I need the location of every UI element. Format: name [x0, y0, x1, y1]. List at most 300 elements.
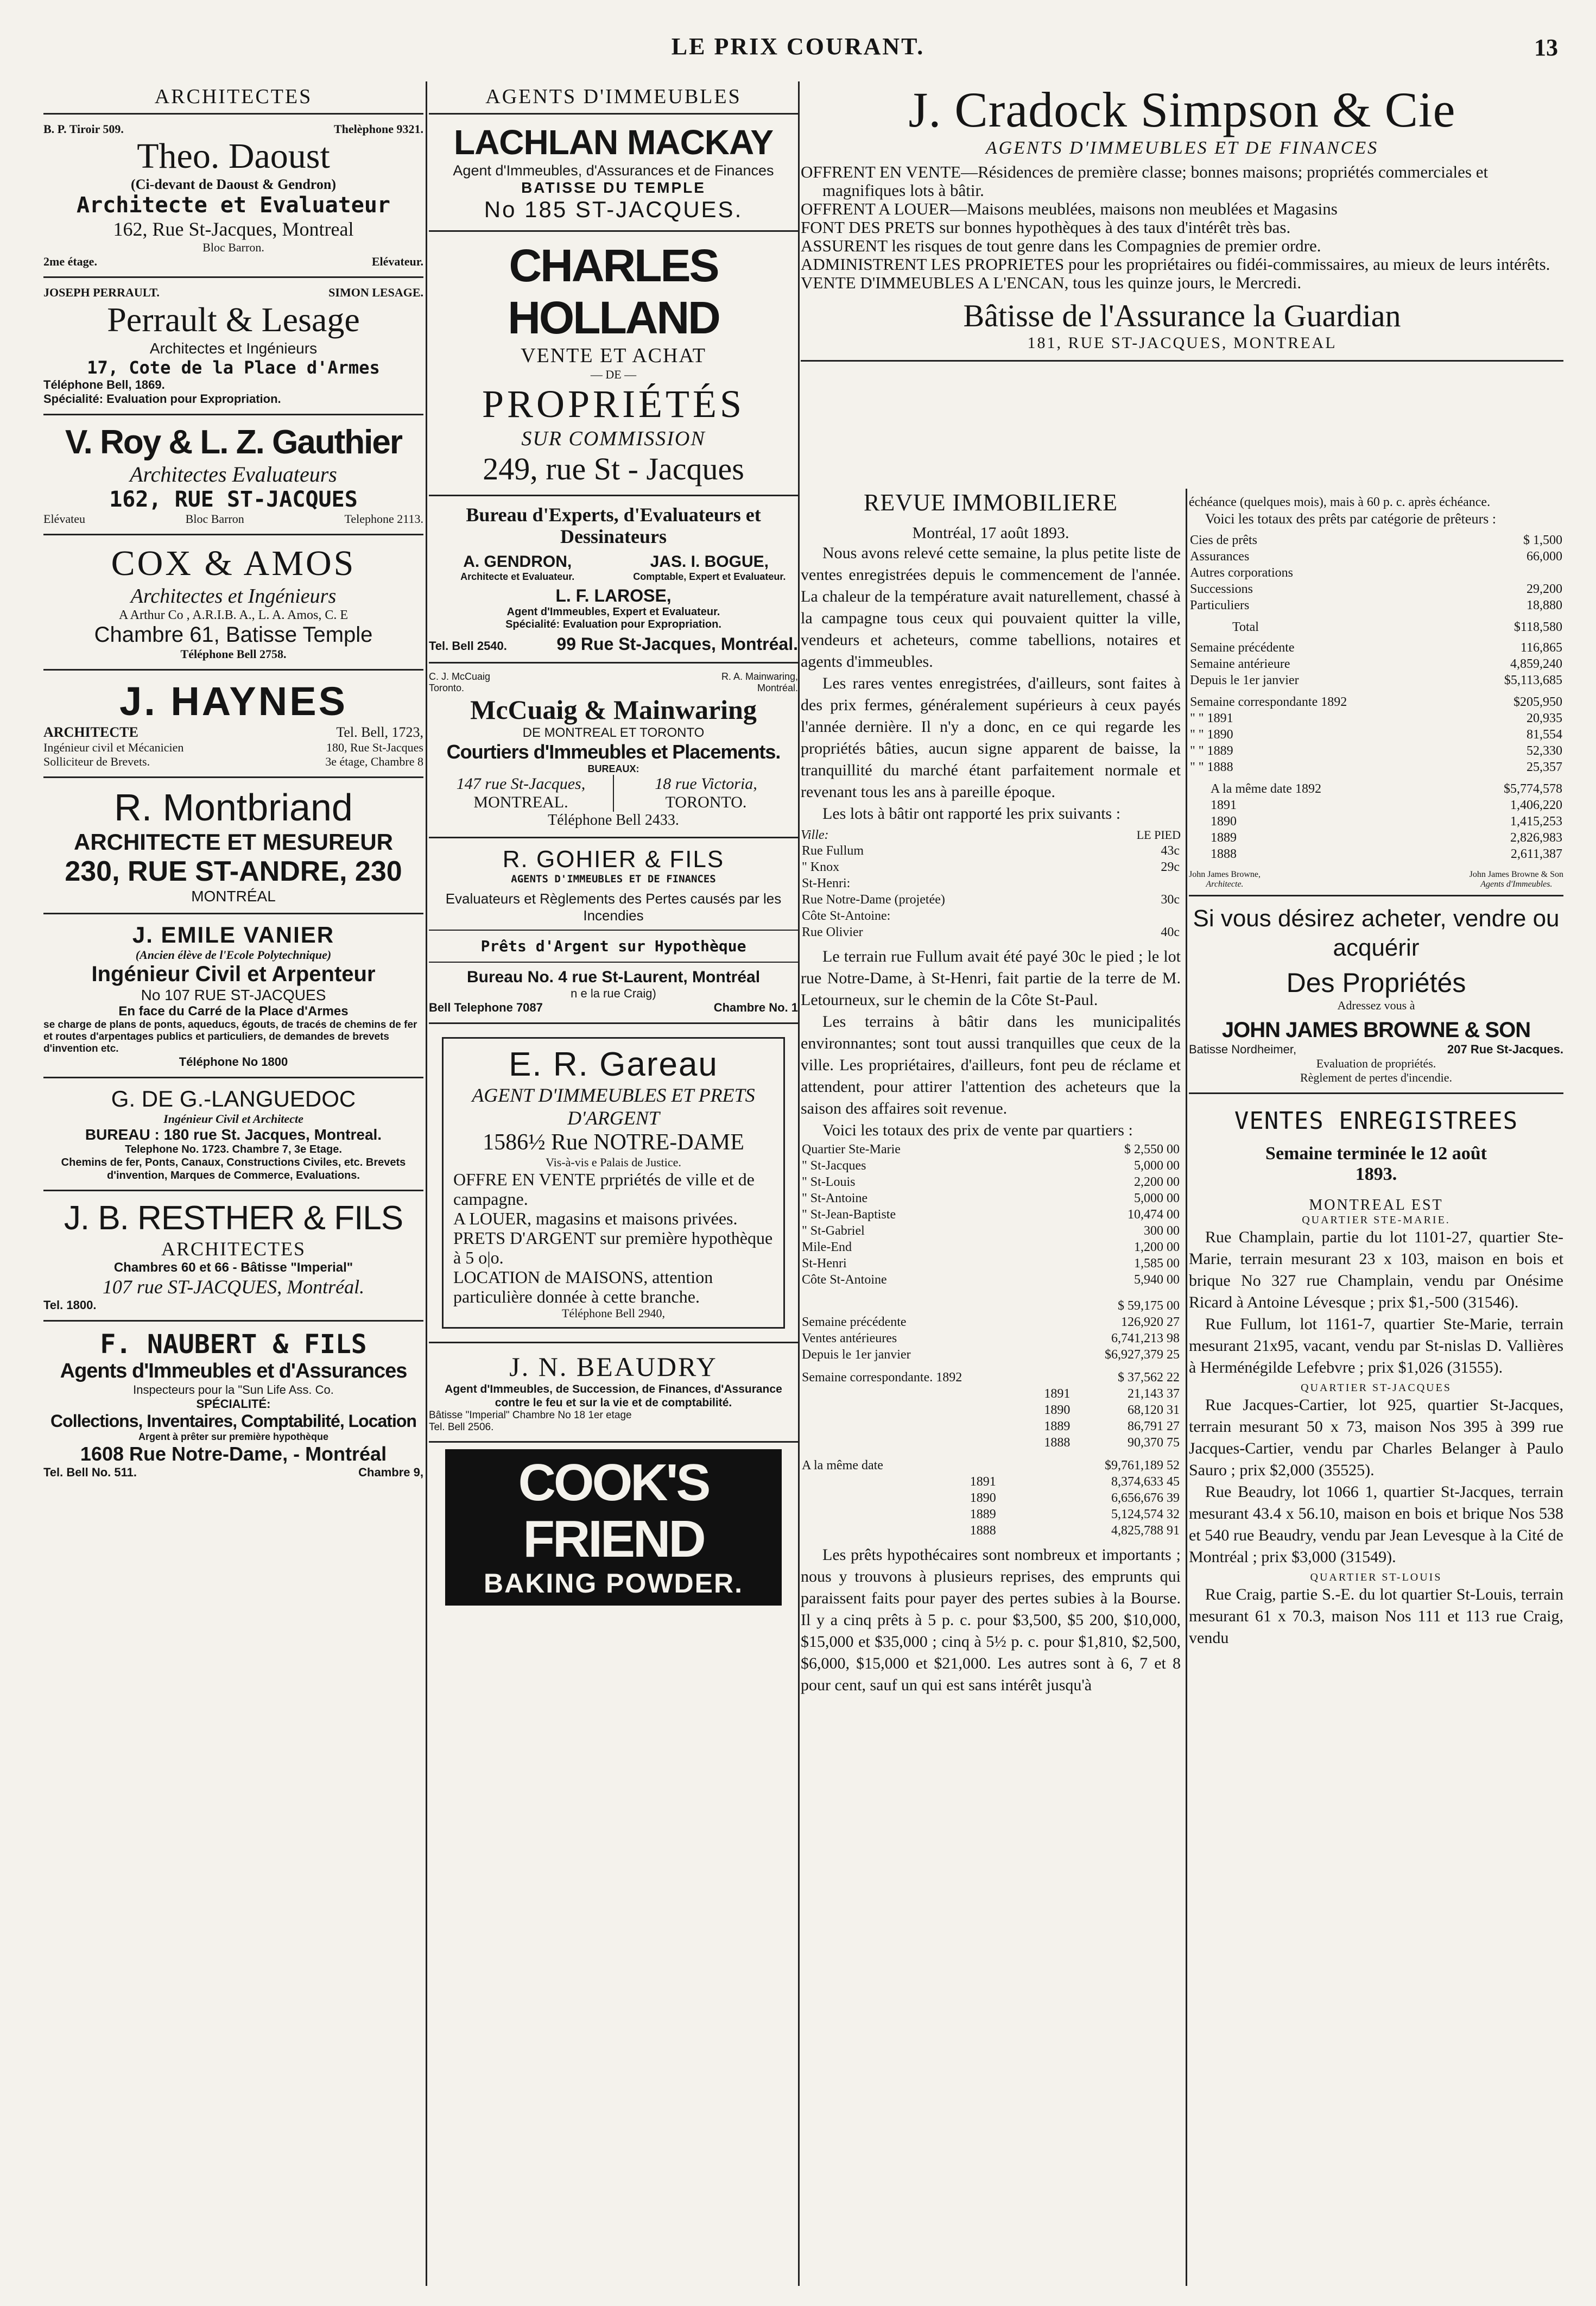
page-header: [0, 33, 1596, 71]
row-value: 90,370 75: [1128, 1436, 1180, 1450]
building: Bloc Barron: [185, 512, 244, 526]
signature-name: John James Browne,: [1189, 870, 1261, 879]
product-name: BAKING POWDER.: [484, 1568, 743, 1599]
row-value: 18,880: [1527, 598, 1562, 612]
row-label: A la même date: [802, 1458, 883, 1473]
row-label: Mile-End: [802, 1240, 852, 1254]
row-label: Côte St-Antoine:: [802, 909, 891, 923]
weeks-table: [801, 1298, 1181, 1363]
lenders-table: [1189, 532, 1563, 614]
row-value: 4,859,240: [1510, 657, 1562, 671]
telephone: Tel. Bell 2540.: [429, 639, 507, 653]
table-row: [1189, 846, 1563, 862]
address: 1608 Rue Notre-Dame, - Montréal: [80, 1443, 387, 1465]
row-label: 1889: [1211, 831, 1237, 845]
article-date: Montréal, 17 août 1893.: [912, 524, 1069, 542]
table-row: [801, 1490, 1181, 1506]
address: 17, Cote de la Place d'Armes: [87, 357, 380, 378]
row-value: $ 59,175 00: [1118, 1299, 1180, 1313]
row-label: Depuis le 1er janvier: [802, 1348, 911, 1362]
ad-montbriand: [43, 778, 423, 914]
table-row: [1189, 710, 1563, 726]
row-year: [1043, 1369, 1085, 1386]
address: 230, RUE ST-ANDRE, 230: [65, 856, 402, 887]
ad-perrault-lesage: [43, 278, 423, 415]
sale-entry: Rue Craig, partie S.-E. du lot quartier St-Louis, terrain mesurant 61 x 70.3, maison Nos 111 et 113 rue Craig, vendu: [1189, 1585, 1563, 1647]
line-proprietes: PROPRIÉTÉS: [482, 382, 745, 426]
table-row: [1189, 656, 1563, 672]
table-row: [801, 1402, 1181, 1418]
row-value: 86,791 27: [1128, 1419, 1180, 1433]
address: 162, Rue St-Jacques, Montreal: [113, 218, 354, 240]
total-table: [1189, 619, 1563, 635]
table-heading: LE PIED: [1136, 828, 1181, 842]
row-value: 126,920 27: [1121, 1315, 1180, 1329]
row-value: 300 00: [1144, 1224, 1180, 1238]
inspectors: Inspecteurs pour la "Sun Life Ass. Co.: [133, 1383, 334, 1397]
firm-role: Agent d'Immeubles, d'Assurances et de Finances: [453, 162, 774, 179]
table-row: [1189, 565, 1563, 581]
telephone: Téléphone Bell 2758.: [180, 647, 287, 661]
city: MONTRÉAL: [191, 888, 276, 905]
telephone: Tel. Bell No. 511.: [43, 1465, 137, 1479]
row-label: Semaine antérieure: [1190, 657, 1290, 671]
row-value: $ 1,500: [1523, 533, 1562, 547]
line-commission: SUR COMMISSION: [521, 427, 706, 450]
service-line: ADMINISTRENT LES PROPRIETES pour les propriétaires ou fidéi-commissaires, au mieux de leurs intérêts.: [801, 255, 1550, 274]
city-heading: MONTREAL EST: [1309, 1197, 1443, 1214]
ad-experts: [429, 496, 798, 664]
table-row: [801, 1369, 1181, 1386]
row-label: Semaine correspondante 1892: [1190, 695, 1347, 709]
cities: DE MONTREAL ET TORONTO: [522, 725, 705, 740]
paragraph: Nous avons relevé cette semaine, la plus petite liste de ventes enregistrées depuis le commencement de l'année. La chaleur de la température avait naturellement, chassé à la campagne tous ceux qui pouvaient quitter la ville, vendeurs et acheteurs, comme tabellions, notaires et agents d'immeubles.: [801, 544, 1181, 671]
table-row: [1189, 694, 1563, 710]
row-value: $ 37,562 22: [1118, 1370, 1180, 1385]
row-value: 21,143 37: [1128, 1387, 1180, 1401]
firm-name: J. Cradock Simpson & Cie: [908, 82, 1456, 137]
section-title: AGENTS D'IMMEUBLES: [429, 81, 798, 115]
weeks-table: [1189, 640, 1563, 688]
address: 107 rue ST-JACQUES, Montréal.: [102, 1276, 365, 1298]
row-label: [801, 1386, 1043, 1402]
building: Batisse Nordheimer,: [1189, 1043, 1297, 1056]
firm-name: G. DE G.-LANGUEDOC: [111, 1086, 356, 1111]
row-label: " " 1890: [1190, 728, 1233, 742]
room: Chambre 61, Batisse Temple: [94, 623, 373, 647]
ad-gohier: [429, 838, 798, 1024]
line-vente: VENTE ET ACHAT: [521, 344, 706, 367]
row-label: " St-Jacques: [802, 1159, 866, 1173]
table-row: [801, 1418, 1181, 1435]
address: 207 Rue St-Jacques.: [1447, 1043, 1563, 1056]
row-value: 2,611,387: [1510, 847, 1562, 861]
firm-role: Architectes Evaluateurs: [130, 462, 337, 487]
table-row: [1189, 797, 1563, 813]
total-label: Total: [1232, 620, 1259, 634]
table-row: [1189, 597, 1563, 614]
row-year: 1889: [1044, 1419, 1071, 1433]
address: No 185 ST-JACQUES.: [484, 197, 743, 222]
sale-entry: Rue Beaudry, lot 1066 1, quartier St-Jacques, terrain mesurant 43.4 x 56.10, maison en bois et brique Nos 538 et 540 rue Beaudry, vendu par Jean Levesque à la Cité de Montréal ; prix $3,000 (31549).: [1189, 1483, 1563, 1566]
row-year: 1888: [970, 1524, 996, 1538]
table-row: [801, 1347, 1181, 1363]
address: 249, rue St - Jacques: [483, 451, 744, 487]
signature-name: John James Browne & Son: [1469, 870, 1563, 879]
firm-name: V. Roy & L. Z. Gauthier: [65, 424, 402, 461]
row-label: " " 1891: [1190, 711, 1233, 725]
row-label: [801, 1435, 1043, 1451]
loans: Prêts d'Argent sur Hypothèque: [429, 931, 798, 963]
row-year: 1891: [970, 1475, 996, 1489]
location: En face du Carré de la Place d'Armes: [118, 1004, 349, 1019]
quarter-heading: QUARTIER ST-LOUIS: [1310, 1571, 1442, 1583]
row-label: Ventes antérieures: [802, 1331, 897, 1345]
paragraph: Les prêts hypothécaires sont nombreux et importants ; nous y trouvons à plusieurs reprises, des emprunts qui paraissent faits pour payer des pertes subies à la Bourse. Il y a cinq prêts à 5 p. c. pour $3,500, $5 200, $10,000, $15,000 et $35,000 ; cinq à 5½ p. c. pour $1,810, $2,500, $6,000, $15,000 et $21,000. Les autres sont à 6, 7 et 8 pour cent, sauf un qui est sans intérêt jusqu'à: [801, 1546, 1181, 1694]
partner-name: C. J. McCuaig: [429, 671, 491, 682]
row-label: 1890: [1211, 814, 1237, 829]
column-agents: [429, 81, 798, 1606]
table-row: [1189, 759, 1563, 775]
firm-role: AGENT D'IMMEUBLES ET PRETS D'ARGENT: [472, 1084, 755, 1129]
firm-name: LACHLAN MACKAY: [453, 123, 774, 162]
row-year: 1889: [970, 1507, 996, 1521]
row-label: [801, 1490, 969, 1506]
sale-entry: Rue Champlain, partie du lot 1101-27, quartier Ste-Marie, terrain mesurant 23 x 103, maison en bois et brique No 327 rue Champlain, vendu par Onésime Ricard à Antoine Lévesque ; prix $1,-500 (31546).: [1189, 1228, 1563, 1311]
ad-mackay: [429, 115, 798, 232]
table-row: [801, 908, 1181, 924]
table-row: [801, 1190, 1181, 1206]
address-toronto: 18 rue Victoria,: [655, 775, 757, 793]
row-value: [1133, 908, 1181, 924]
page-number: 13: [1534, 34, 1558, 61]
partner-name: L. F. LAROSE,: [555, 586, 672, 605]
specialty: Collections, Inventaires, Comptabilité, Location: [50, 1411, 416, 1431]
services-list: [801, 163, 1563, 292]
firm-name: COX & AMOS: [111, 544, 356, 583]
firm-name: McCuaig & Mainwaring: [470, 694, 757, 725]
row-label: " St-Louis: [802, 1175, 856, 1189]
building: Bâtisse de l'Assurance la Guardian: [963, 298, 1401, 333]
row-value: [1133, 875, 1181, 892]
signature-role: Agents d'Immeubles.: [1480, 880, 1553, 889]
column-rule: [426, 81, 427, 2286]
row-year: 1891: [1044, 1387, 1071, 1401]
floor: 3e étage, Chambre 8: [325, 755, 423, 768]
firm-role: Architectes et Ingénieurs: [149, 340, 318, 357]
address: No 107 RUE ST-JACQUES: [141, 987, 326, 1003]
firm-role: ARCHITECTE: [43, 724, 138, 740]
firm-role: ARCHITECTE ET MESUREUR: [73, 829, 394, 855]
specialty: Spécialité: Evaluation pour Expropriation.: [43, 392, 281, 406]
table-row: [801, 1141, 1181, 1158]
firm-role: Agents d'Immeubles et d'Assurances: [60, 1360, 407, 1382]
lots-table: [801, 843, 1181, 940]
partner-role: Architecte et Evaluateur.: [460, 571, 575, 582]
firm-name: F. NAUBERT & FILS: [100, 1329, 367, 1360]
row-label: " Knox: [802, 860, 840, 874]
ad-mccuaig: [429, 664, 798, 838]
row-label: Rue Fullum: [802, 844, 864, 858]
row-label: [801, 1418, 1043, 1435]
paragraph: Le terrain rue Fullum avait été payé 30c le pied ; le lot rue Notre-Dame, à St-Henri, fait partie de la terre de M. Letourneux, sur le chemin de la Côte St-Paul.: [801, 947, 1181, 1009]
signature-role: Architecte.: [1206, 880, 1244, 889]
partner-name: A. GENDRON,: [463, 553, 572, 571]
po-box: B. P. Tiroir 509.: [43, 122, 124, 136]
row-value: 1,200 00: [1134, 1240, 1180, 1254]
partner-name: JAS. I. BOGUE,: [650, 553, 769, 571]
ad-cox-amos: [43, 535, 423, 671]
row-label: " " 1889: [1190, 744, 1233, 758]
firm-role: ARCHITECTES: [161, 1238, 306, 1260]
row-value: 29,200: [1527, 582, 1562, 596]
paragraph: Les terrains à bâtir dans les municipalités environnantes; sont tout aussi tranquilles que ceux de la ville. Les propriétaires, d'ailleurs, font peu de réclame et attendent, pour attirer l'attention des acheteurs que la saison des affaires soit revenue.: [801, 1013, 1181, 1117]
city: TORONTO.: [665, 793, 747, 811]
table-row: [801, 1298, 1181, 1314]
line-de: — DE —: [590, 368, 637, 381]
brand-name: COOK'S FRIEND: [518, 1454, 709, 1568]
table-row: [801, 1474, 1181, 1490]
corresponding-table: [801, 1369, 1181, 1451]
building: BATISSE DU TEMPLE: [521, 179, 706, 196]
telephone: Téléphone Bell 2433.: [548, 812, 679, 829]
firm-name: R. GOHIER & FILS: [502, 846, 725, 873]
elevator: Elévateur.: [371, 255, 423, 268]
table-row: [801, 1522, 1181, 1539]
row-label: Successions: [1190, 582, 1253, 596]
address: 99 Rue St-Jacques, Montréal.: [556, 634, 798, 654]
offer-location: LOCATION de MAISONS, attention particulière donnée à cette branche.: [453, 1267, 713, 1306]
firm-role: Ingénieur Civil et Arpenteur: [91, 962, 376, 986]
service: Règlement de pertes d'incendie.: [1300, 1071, 1453, 1084]
ad-cooks-friend: [445, 1449, 782, 1606]
row-label: Rue Olivier: [802, 925, 863, 939]
floor: 2me étage.: [43, 255, 97, 268]
firm-role: Ingénieur Civil et Architecte: [163, 1112, 303, 1126]
ad-title: Des Propriétés: [1286, 968, 1466, 998]
row-label: St-Henri: [802, 1256, 847, 1271]
table-row: [801, 892, 1181, 908]
partner-city: Montréal.: [757, 683, 798, 693]
row-value: 5,940 00: [1134, 1273, 1180, 1287]
row-label: St-Henri:: [802, 876, 851, 890]
firm-name: Perrault & Lesage: [107, 300, 360, 339]
paragraph: Les rares ventes enregistrées, d'ailleurs, sont faites à des prix fermes, généralement supérieurs à ceux payés l'année dernière. Il n'y a donc, en ce qui regarde les propriétés bâties, aucun signe apparent de baisse, la tranquillité du marché étant parfaitement normale et revenant tous les ans à pareille époque.: [801, 674, 1181, 801]
row-value: 2,200 00: [1134, 1175, 1180, 1189]
address: Bureau No. 4 rue St-Laurent, Montréal: [466, 968, 761, 986]
address: 1586½ Rue NOTRE-DAME: [483, 1130, 744, 1155]
row-value: 1,406,220: [1510, 798, 1562, 812]
row-label: " St-Jean-Baptiste: [802, 1208, 896, 1222]
services: Evaluateurs et Règlements des Pertes causés par les Incendies: [429, 890, 798, 931]
row-value: $205,950: [1513, 695, 1562, 709]
ad-vanier: [43, 914, 423, 1078]
row-label: [801, 1298, 1025, 1314]
paragraph: Voici les totaux des prix de vente par quartiers :: [822, 1121, 1133, 1139]
row-value: 1,415,253: [1510, 814, 1562, 829]
partner-name: R. A. Mainwaring,: [721, 671, 798, 682]
near: Vis-à-vis e Palais de Justice.: [546, 1155, 681, 1169]
column-prets: [1189, 494, 1563, 1649]
table-row: [801, 1435, 1181, 1451]
table-row: [801, 859, 1181, 875]
row-value: 29c: [1161, 860, 1180, 874]
table-row: [801, 924, 1181, 940]
bureau-title: Bureau d'Experts, d'Evaluateurs et Dessinateurs: [466, 504, 761, 547]
service-line: OFFRENT A LOUER—Maisons meublées, maisons non meublées et Magasins: [801, 199, 1338, 218]
specialty-label: SPÉCIALITÉ:: [196, 1397, 271, 1411]
ad-gareau: [429, 1024, 798, 1343]
row-value: 4,825,788 91: [1111, 1524, 1180, 1538]
telephone: Tel. 1800.: [43, 1298, 97, 1312]
rooms: Chambres 60 et 66 - Bâtisse "Imperial": [113, 1260, 353, 1275]
paragraph: Les lots à bâtir ont rapporté les prix suivants :: [822, 805, 1121, 823]
firm-name: J. EMILE VANIER: [132, 922, 335, 947]
table-row: [1189, 532, 1563, 548]
row-label: 1891: [1211, 798, 1237, 812]
address: Bâtisse "Imperial" Chambre No 18 1er etage: [429, 1410, 632, 1421]
firm-name: CHARLES HOLLAND: [508, 240, 719, 343]
table-row: [1189, 813, 1563, 830]
row-label: Quartier Ste-Marie: [802, 1142, 901, 1157]
table-row: [1189, 781, 1563, 797]
telephone: Tel. Bell, 1723,: [336, 724, 423, 740]
room: Chambre No. 1: [713, 1001, 798, 1014]
section-title: VENTES ENREGISTREES: [1234, 1107, 1518, 1135]
row-value: $5,774,578: [1504, 782, 1562, 796]
firm-role: Architectes et Ingénieurs: [130, 585, 337, 608]
article-title: REVUE IMMOBILIERE: [864, 489, 1118, 516]
row-value: $5,113,685: [1504, 673, 1562, 687]
ad-cradock-simpson: [801, 81, 1563, 362]
row-year: 1890: [1044, 1403, 1071, 1417]
former-name: (Ci-devant de Daoust & Gendron): [131, 176, 336, 192]
row-value: [1458, 565, 1563, 581]
partner-name: JOSEPH PERRAULT.: [43, 286, 160, 299]
row-label: " St-Antoine: [802, 1191, 868, 1205]
row-label: Semaine précédente: [802, 1315, 907, 1329]
column-rule: [798, 81, 800, 2286]
row-value: 68,120 31: [1128, 1403, 1180, 1417]
table-row: [1189, 672, 1563, 688]
table-row: [1189, 830, 1563, 846]
row-value: 20,935: [1527, 711, 1562, 725]
row-value: 10,474 00: [1128, 1208, 1180, 1222]
table-row: [1189, 581, 1563, 597]
room: Chambre 9,: [358, 1465, 423, 1479]
row-label: Particuliers: [1190, 598, 1250, 612]
firm-role: Courtiers d'Immeubles et Placements.: [446, 741, 781, 763]
row-value: $ 2,550 00: [1124, 1142, 1180, 1157]
firm-role: AGENTS D'IMMEUBLES ET DE FINANCES: [511, 873, 716, 885]
ad-languedoc: [43, 1078, 423, 1191]
offer-rent: A LOUER, magasins et maisons privées.: [453, 1209, 738, 1228]
revue-immobiliere: [801, 489, 1181, 1696]
city: MONTREAL.: [473, 793, 568, 811]
sale-entry: Rue Fullum, lot 1161-7, quartier Ste-Marie, terrain mesurant 21x95, vacant, vendu par St-nislas D. Vallières à Herménégilde Lefebvre ; prix $1,026 (31555).: [1189, 1315, 1563, 1376]
row-label: Assurances: [1190, 549, 1250, 564]
ad-resther: [43, 1191, 423, 1322]
firm-name: J. N. BEAUDRY: [509, 1351, 718, 1382]
row-label: " " 1888: [1190, 760, 1233, 774]
table-row: [801, 1386, 1181, 1402]
firm-name: Theo. Daoust: [137, 136, 330, 176]
table-row: [1189, 743, 1563, 759]
same-date-table: [801, 1457, 1181, 1539]
description: se charge de plans de ponts, aqueducs, égouts, de tracés de chemins de fer et routes d'arpentages publics et particuliers, de demandes de brevets d'invention etc.: [43, 1019, 417, 1054]
ad-naubert: [43, 1322, 423, 1487]
row-value: 81,554: [1527, 728, 1562, 742]
column-architectes: [43, 81, 423, 1487]
row-value: 116,865: [1520, 641, 1562, 655]
address-montreal: 147 rue St-Jacques,: [456, 775, 586, 793]
offer-sale: OFFRE EN VENTE prpriétés de ville et de campagne.: [453, 1170, 755, 1209]
address: 162, RUE ST-JACQUES: [109, 487, 358, 512]
address: 181, RUE ST-JACQUES, MONTREAL: [801, 334, 1563, 362]
telephone: Téléphone No 1800: [179, 1055, 288, 1069]
ad-browne: [1189, 895, 1563, 1094]
firm-name: JOHN JAMES BROWNE & SON: [1221, 1018, 1531, 1042]
table-heading: Ville:: [801, 828, 829, 842]
telephone: Téléphone Bell, 1869.: [43, 378, 165, 391]
ad-headline: Si vous désirez acheter, vendre ou acquérir: [1193, 905, 1560, 961]
service-line: FONT DES PRETS sur bonnes hypothèques à des taux d'intérêt très bas.: [801, 218, 1291, 237]
bureaux-label: BUREAUX:: [587, 763, 639, 774]
service-line: ASSURENT les risques de tout genre dans les Compagnies de premier ordre.: [801, 236, 1321, 255]
table-row: [801, 1255, 1181, 1272]
row-label: Semaine correspondante. 1892: [802, 1370, 962, 1385]
service-line: OFFRENT EN VENTE—Résidences de première classe; bonnes maisons; propriétés commerciales et magnifiques lots à bâtir.: [801, 162, 1489, 200]
description: Solliciteur de Brevets.: [43, 755, 150, 768]
row-value: 5,000 00: [1134, 1191, 1180, 1205]
row-value: 25,357: [1527, 760, 1562, 774]
row-value: 43c: [1161, 844, 1180, 858]
ad-haynes: [43, 671, 423, 778]
table-row: [801, 1272, 1181, 1288]
row-value: 8,374,633 45: [1111, 1475, 1180, 1489]
table-row: [1189, 640, 1563, 656]
row-value: 66,000: [1527, 549, 1562, 564]
table-row: [801, 875, 1181, 892]
row-label: Semaine précédente: [1190, 641, 1295, 655]
table-row: [801, 1223, 1181, 1239]
quartiers-table: [801, 1141, 1181, 1288]
table-row: [801, 843, 1181, 859]
table-row: [801, 1239, 1181, 1255]
quarter-heading: QUARTIER STE-MARIE.: [1302, 1214, 1451, 1226]
ad-beaudry: [429, 1343, 798, 1443]
partner-role: Comptable, Expert et Evaluateur.: [633, 571, 786, 582]
row-label: [801, 1522, 969, 1539]
members: A Arthur Co , A.R.I.B. A., L. A. Amos, C. E: [118, 608, 349, 622]
service: Evaluation de propriétés.: [1316, 1057, 1436, 1070]
row-value: 5,000 00: [1134, 1159, 1180, 1173]
address: BUREAU : 180 rue St. Jacques, Montreal.: [85, 1126, 382, 1143]
row-value: 2,826,983: [1510, 831, 1562, 845]
row-year: [969, 1457, 1026, 1474]
firm-name: J. HAYNES: [119, 679, 347, 724]
week-ending: Semaine terminée le 12 août 1893.: [1265, 1143, 1487, 1184]
table-row: [801, 1158, 1181, 1174]
column-rule: [1186, 489, 1187, 2286]
row-label: A la même date 1892: [1211, 782, 1321, 796]
telephone: Thelèphone 9321.: [333, 122, 423, 136]
row-year: 1890: [970, 1491, 996, 1505]
total-value: $118,580: [1513, 620, 1562, 634]
row-label: Depuis le 1er janvier: [1190, 673, 1299, 687]
row-label: [801, 1402, 1043, 1418]
partner-city: Toronto.: [429, 683, 465, 693]
